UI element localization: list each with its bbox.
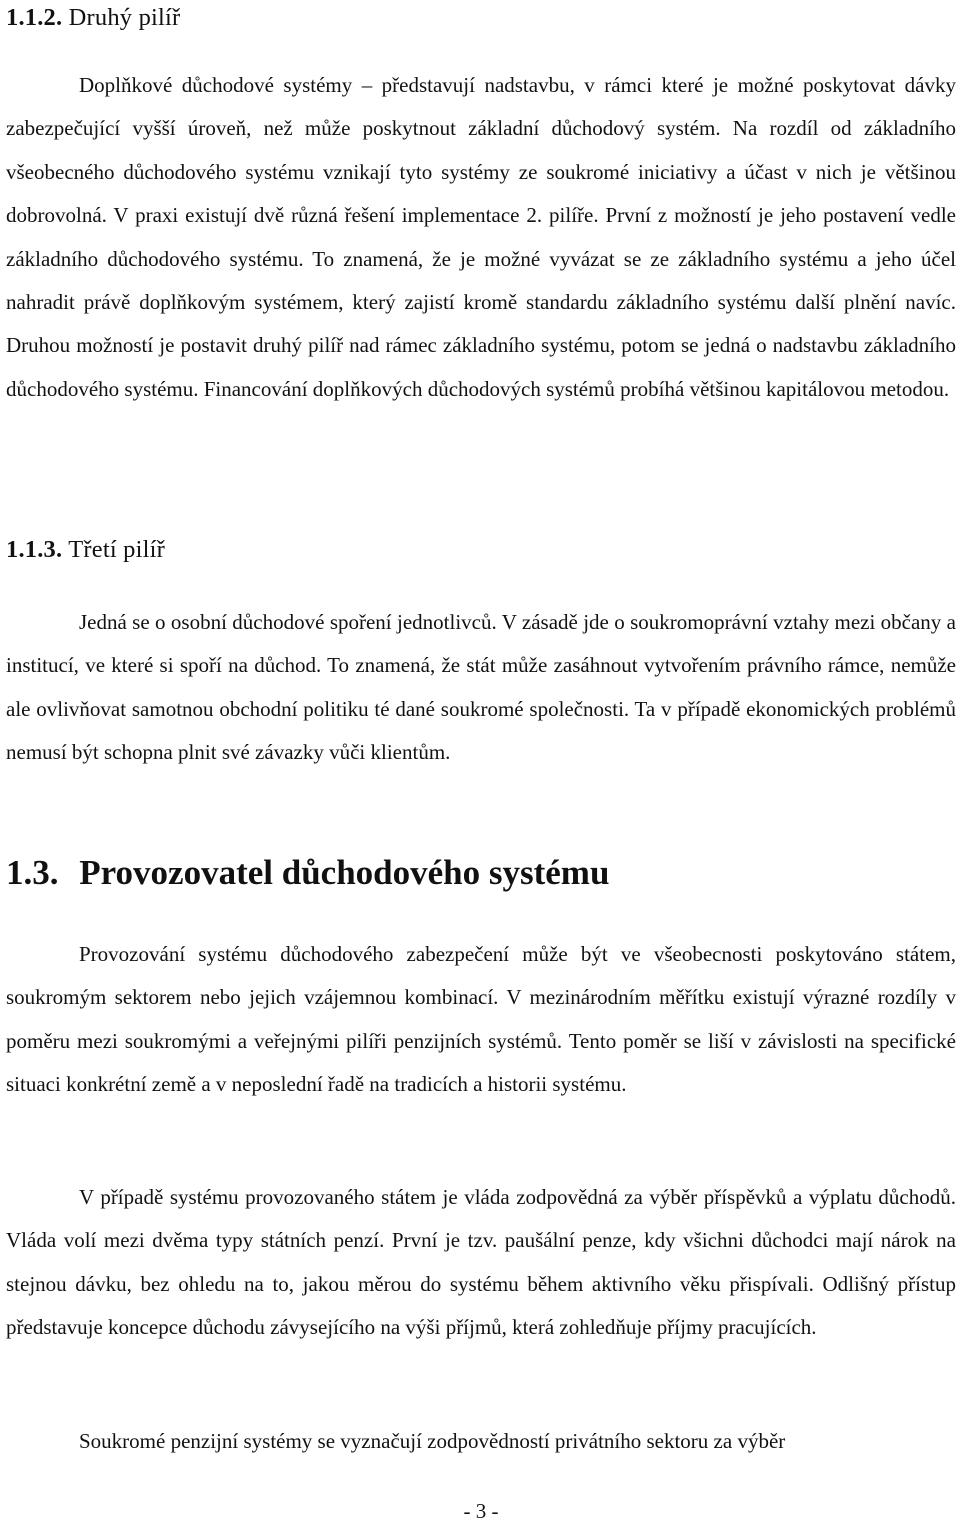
paragraph-provozovatel-3: Soukromé penzijní systémy se vyznačují zodpovědností privátního sektoru za výběr (79, 1429, 786, 1453)
chapter-heading-provozovatel (6, 853, 609, 893)
chapter-title: Provozovatel důchodového systému (79, 853, 610, 892)
section-heading-treti-pilir (6, 535, 165, 565)
page-number: - 3 - (463, 1499, 499, 1523)
section-title: Druhý pilíř (68, 4, 181, 31)
section-number: 1.1.3. (6, 536, 63, 563)
section-title: Třetí pilíř (68, 536, 165, 563)
section-heading-druhy-pilir (6, 3, 180, 33)
paragraph-provozovatel-2: V případě systému provozovaného státem je vláda zodpovědná za výběr příspěvků a výplatu důchodů. Vláda volí mezi dvěma typy státních penzí. První je tzv. paušální penze, kdy všichni důchodci mají nárok na stejnou dávku, bez ohledu na to, jakou měrou do systému během aktivního věku přispívali. Odlišný přístup představuje koncepce důchodu závysejícího na výši příjmů, která zohledňuje příjmy pracujících. (6, 1185, 956, 1340)
paragraph-druhy-pilir: Doplňkové důchodové systémy – představují nadstavbu, v rámci které je možné poskytovat dávky zabezpečující vyšší úroveň, než může poskytnout základní důchodový systém. Na rozdíl od základního všeobecného důchodového systému vznikají tyto systémy ze soukromé iniciativy a účast v nich je většinou dobrovolná. V praxi existují dvě různá řešení implementace 2. pilíře. První z možností je jeho postavení vedle základního důchodového systému. To znamená, že je možné vyvázat se ze základního systému a jeho účel nahradit právě doplňkovým systémem, který zajistí kromě standardu základního systému další plnění navíc. Druhou možností je postavit druhý pilíř nad rámec základního systému, potom se jedná o nadstavbu základního důchodového systému. Financování doplňkových důchodových systémů probíhá většinou kapitálovou metodou. (6, 73, 956, 401)
paragraph-provozovatel-1: Provozování systému důchodového zabezpečení může být ve všeobecnosti poskytováno státem, soukromým sektorem nebo jejich vzájemnou kombinací. V mezinárodním měřítku existují výrazné rozdíly v poměru mezi soukromými a veřejnými pilíři penzijních systémů. Tento poměr se liší v závislosti na specifické situaci konkrétní země a v neposlední řadě na tradicích a historii systému. (6, 942, 956, 1097)
paragraph-treti-pilir: Jedná se o osobní důchodové spoření jednotlivců. V zásadě jde o soukromoprávní vztahy mezi občany a institucí, ve které si spoří na důchod. To znamená, že stát může zasáhnout vytvořením právního rámce, nemůže ale ovlivňovat samotnou obchodní politiku té dané soukromé společnosti. Ta v případě ekonomických problémů nemusí být schopna plnit své závazky vůči klientům. (6, 610, 956, 765)
section-number: 1.1.2. (6, 4, 63, 31)
chapter-number: 1.3. (6, 853, 59, 892)
